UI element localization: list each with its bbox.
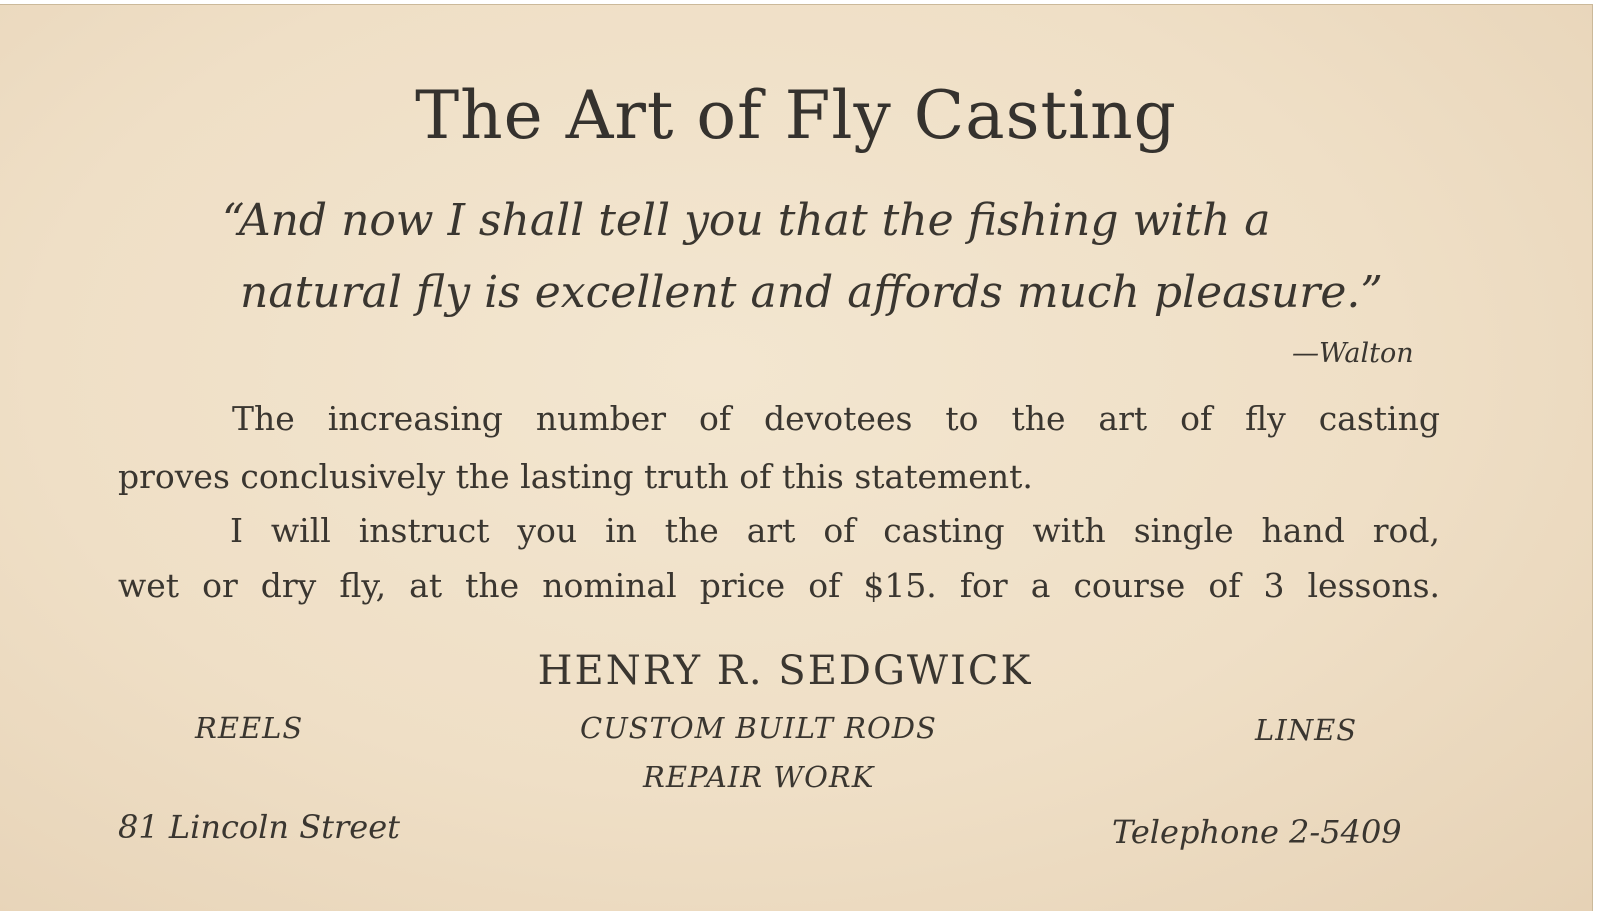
service-lines: LINES: [1255, 713, 1358, 747]
paragraph-1-line-2: proves conclusively the lasting truth of this statement.: [118, 457, 1033, 496]
paragraph-2-line-2: wet or dry fly, at the nominal price of $15. for a course of 3 lessons.: [118, 566, 1440, 605]
paragraph-1-line-1: The increasing number of devotees to the art of fly casting: [232, 399, 1440, 438]
paragraph-2-line-1: I will instruct you in the art of casting with single hand rod,: [230, 511, 1440, 550]
business-card: [0, 4, 1593, 911]
service-reels: REELS: [195, 711, 304, 745]
quote-line-2: natural fly is excellent and affords much pleasure.”: [240, 267, 1383, 318]
quote-line-1: “And now I shall tell you that the fishing with a: [222, 195, 1271, 246]
card-title: The Art of Fly Casting: [415, 77, 1177, 154]
street-address: 81 Lincoln Street: [118, 808, 400, 846]
quote-attribution: —Walton: [1292, 338, 1414, 369]
proprietor-name: HENRY R. SEDGWICK: [537, 648, 1033, 694]
service-repair-work: REPAIR WORK: [643, 760, 875, 794]
service-custom-rods: CUSTOM BUILT RODS: [580, 711, 937, 745]
telephone-number: Telephone 2-5409: [1112, 813, 1402, 851]
